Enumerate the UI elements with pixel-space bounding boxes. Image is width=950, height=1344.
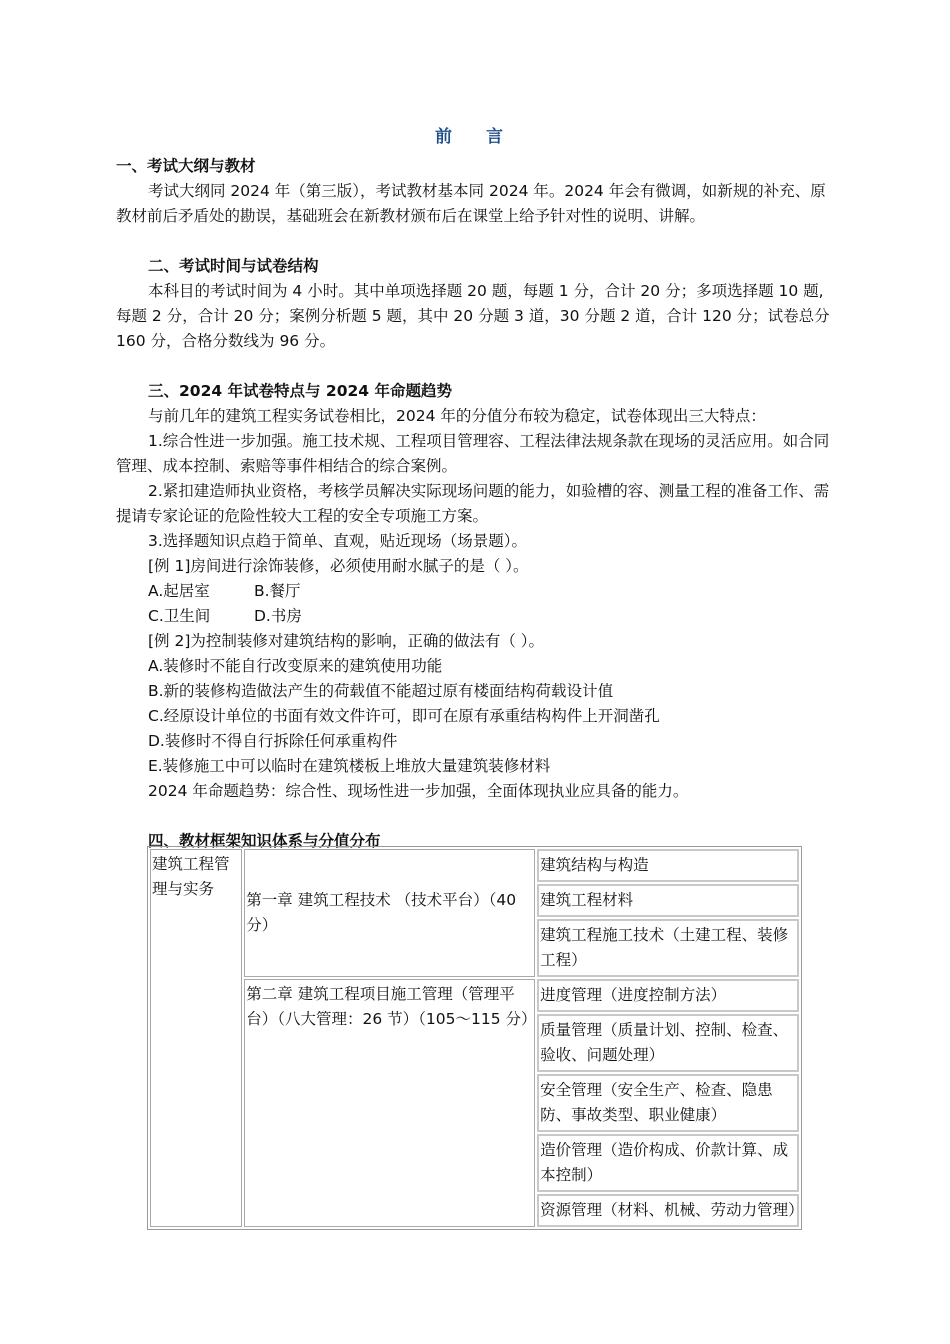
chapter-2-item: 造价管理（造价构成、价款计算、成本控制）	[537, 1134, 799, 1192]
chapter-2-item: 质量管理（质量计划、控制、检查、验收、问题处理）	[537, 1014, 799, 1072]
section-heading-2: 二、考试时间与试卷结构	[148, 257, 319, 275]
example-2-option-a: A.装修时不能自行改变原来的建筑使用功能	[148, 657, 443, 675]
option-d: D.书房	[254, 607, 302, 625]
example-1-options-row-2	[116, 604, 836, 629]
example-1-options-row-1	[116, 579, 836, 604]
feature-point-3: 3.选择题知识点趋于简单、直观，贴近现场（场景题）。	[148, 532, 528, 550]
table-root-cell: 建筑工程管理与实务	[150, 849, 242, 1227]
example-2-option-e: E.装修施工中可以临时在建筑楼板上堆放大量建筑装修材料	[148, 757, 551, 775]
section-1-paragraph: 考试大纲同 2024 年（第三版），考试教材基本同 2024 年。2024 年会有微调，如新规的补充、原教材前后矛盾处的勘误，基础班会在新教材颁布后在课堂上给予针对性的说明、讲解。	[116, 182, 826, 225]
feature-point-2: 2.紧扣建造师执业资格，考核学员解决实际现场问题的能力，如验槽的容、测量工程的准备工作、需提请专家论证的危险性较大工程的安全专项施工方案。	[116, 482, 830, 525]
trend-summary: 2024 年命题趋势：综合性、现场性进一步加强，全面体现执业应具备的能力。	[148, 782, 689, 800]
example-2-question: [例 2]为控制装修对建筑结构的影响，正确的做法有（ ）。	[148, 632, 545, 650]
example-2-option-c: C.经原设计单位的书面有效文件许可，即可在原有承重结构构件上开洞凿孔	[148, 707, 660, 725]
option-c: C.卫生间	[148, 607, 211, 625]
chapter-2-cell: 第二章 建筑工程项目施工管理（管理平台）（八大管理：26 节）（105～115 分）	[244, 979, 535, 1227]
chapter-2-item: 安全管理（安全生产、检查、隐患防、事故类型、职业健康）	[537, 1074, 799, 1132]
section-heading-3: 三、2024 年试卷特点与 2024 年命题趋势	[148, 382, 452, 400]
section-2-paragraph: 本科目的考试时间为 4 小时。其中单项选择题 20 题，每题 1 分，合计 20 分；多项选择题 10 题,每题 2 分，合计 20 分；案例分析题 5 题，其中 20 分题 3 道，30 分题 2 道，合计 120 分；试卷总分 160 分，合格分数线为 96 分。	[116, 282, 830, 350]
chapter-2-item: 资源管理（材料、机械、劳动力管理）	[537, 1194, 799, 1227]
option-a: A.起居室	[148, 582, 210, 600]
section-heading-1: 一、考试大纲与教材	[116, 157, 256, 175]
section-heading-4: 四、教材框架知识体系与分值分布	[148, 832, 381, 850]
framework-table	[147, 846, 802, 1230]
section-3-intro: 与前几年的建筑工程实务试卷相比，2024 年的分值分布较为稳定，试卷体现出三大特点：	[148, 407, 766, 425]
chapter-1-item: 建筑工程材料	[537, 884, 799, 917]
option-b: B.餐厅	[254, 582, 301, 600]
example-2-option-d: D.装修时不得自行拆除任何承重构件	[148, 732, 398, 750]
chapter-1-item: 建筑结构与构造	[537, 849, 799, 882]
document-page	[116, 124, 836, 854]
example-1-question: [例 1]房间进行涂饰装修，必须使用耐水腻子的是（ ）。	[148, 557, 529, 575]
page-title: 前 言	[435, 127, 517, 147]
chapter-1-item: 建筑工程施工技术（土建工程、装修工程）	[537, 919, 799, 977]
feature-point-1: 1.综合性进一步加强。施工技术规、工程项目管理容、工程法律法规条款在现场的灵活应用。如合同管理、成本控制、索赔等事件相结合的综合案例。	[116, 432, 830, 475]
chapter-1-cell: 第一章 建筑工程技术 （技术平台）（40 分）	[244, 849, 535, 977]
example-2-option-b: B.新的装修构造做法产生的荷载值不能超过原有楼面结构荷载设计值	[148, 682, 614, 700]
chapter-2-item: 进度管理（进度控制方法）	[537, 979, 799, 1012]
